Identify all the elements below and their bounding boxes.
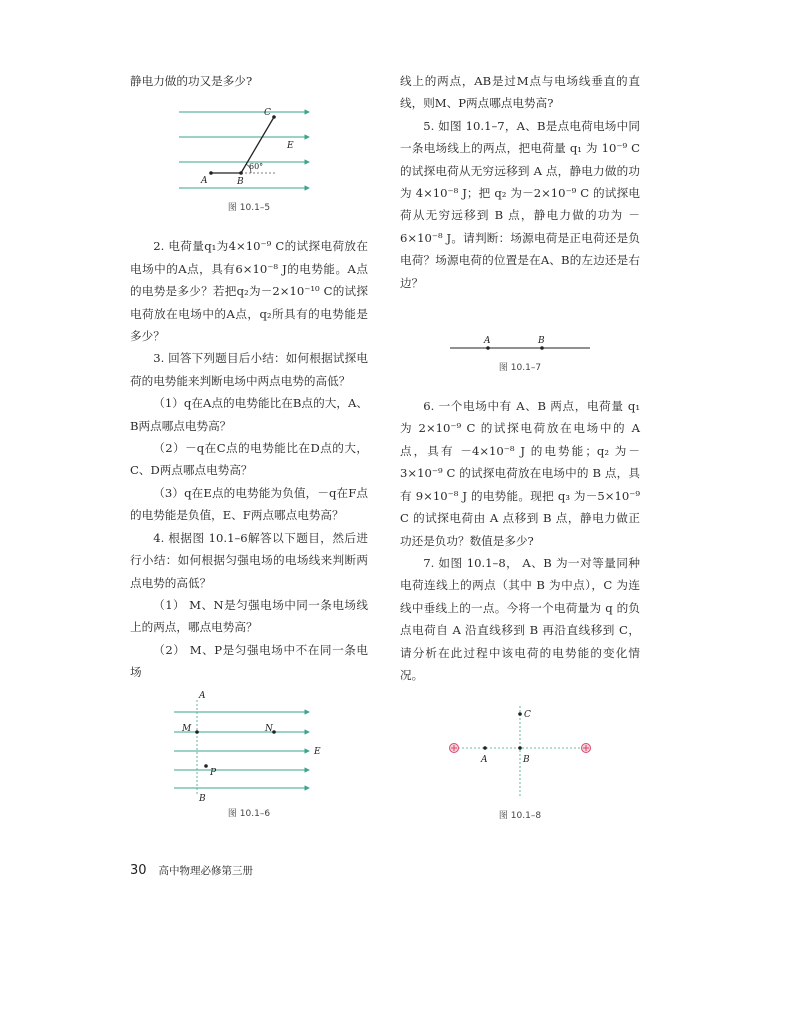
question-4-part-2-continued: 线上的两点，AB是过M点与电场线垂直的直线，则M、P两点哪点电势高? [400, 74, 640, 111]
label-a: A [481, 755, 488, 766]
question-4: 4. 根据图 10.1–6解答以下题目，然后进行小结：如何根据匀强电场的电场线来判断两点电势的高低？ [130, 530, 368, 590]
question-6: 6. 一个电场中有 A、B 两点，电荷量 q₁ 为 2×10⁻⁹ C 的试探电荷放在电场中的 A 点，具有 －4×10⁻⁸ J 的电势能；q₂ 为－3×10⁻⁹ C 的试探电荷放在电场中的 B 点，具有 9×10⁻⁸ J 的电势能。现把 q₃ 为－5×10⁻⁹ C 的试探电荷由 A 点移到 B 点，静电力做正功还是负功？数值是多少? [400, 399, 640, 548]
label-b: B [538, 336, 545, 347]
label-angle: 60° [249, 162, 264, 172]
figure-10-1-6-diagram [174, 690, 324, 804]
question-1-continued: 静电力做的功又是多少? [130, 74, 253, 88]
page-footer [130, 863, 253, 878]
question-3-part-3: （3）q在E点的电势能为负值，－q在F点的电势能是负值，E、F两点哪点电势高？ [130, 485, 368, 523]
point-b [518, 747, 522, 751]
figure-10-1-8 [447, 704, 593, 821]
label-b: B [523, 755, 530, 766]
positive-charge-left [450, 744, 459, 753]
figure-10-1-8-diagram [447, 704, 593, 804]
label-c: C [524, 710, 531, 721]
label-e: E [287, 141, 294, 152]
label-p: P [210, 767, 217, 778]
label-c: C [264, 108, 271, 119]
label-n: N [265, 723, 273, 734]
point-a [486, 346, 490, 350]
question-3: 3. 回答下列题目后小结：如何根据试探电荷的电势能来判断电场中两点电势的高低？ [130, 351, 368, 388]
point-b [239, 172, 243, 176]
question-2: 2. 电荷量q₁为4×10⁻⁹ C的试探电荷放在电场中的A点，具有6×10⁻⁸ J的电势能。A点的电势是多少？若把q₂为－2×10⁻¹⁰ C的试探电荷放在电场中的A点，q₂所具有的电势能是多少？ [130, 239, 368, 344]
question-5: 5. 如图 10.1–7，A、B是点电荷电场中同一条电场线上的两点，把电荷量 q₁ 为 10⁻⁹ C 的试探电荷从无穷远移到 A 点，静电力做的功为 4×10⁻⁸ J；把 q₂ 为－2×10⁻⁹ C 的试探电荷从无穷远移到 B 点，静电力做的功为 －6×10⁻⁸ J。请判断：场源电荷是正电荷还是负电荷？场源电荷的位置是在A、B的左边还是右边？ [400, 118, 640, 290]
label-a: A [199, 690, 206, 701]
figure-10-1-5 [179, 106, 319, 213]
figure-10-1-7 [450, 334, 590, 373]
question-3-part-2: （2）－q在C点的电势能比在D点的大，C、D两点哪点电势高？ [130, 441, 368, 478]
label-a: A [201, 176, 208, 187]
figure-10-1-6 [174, 690, 324, 819]
field-lines [174, 712, 309, 788]
figure-10-1-8-caption: 图 10.1–8 [498, 811, 542, 822]
question-7: 7. 如图 10.1–8， A、B 为一对等量同种电荷连线上的两点（其中 B 为中点），C 为连线中垂线上的一点。今将一个电荷量为 q 的负点电荷自 A 沿直线移到 B 再沿直线移到 C，请分析在此过程中该电荷的电势能的变化情况。 [400, 555, 640, 682]
figure-10-1-7-caption: 图 10.1–7 [498, 363, 542, 374]
question-4-part-1: （1） M、N是匀强电场中同一条电场线上的两点，哪点电势高？ [130, 597, 368, 635]
positive-charge-right [582, 744, 591, 753]
point-c [518, 713, 522, 717]
point-a [209, 172, 213, 176]
page-number: 30 [130, 863, 147, 878]
label-e: E [314, 746, 321, 757]
figure-10-1-7-diagram [450, 334, 590, 356]
figure-10-1-5-caption: 图 10.1–5 [227, 203, 271, 214]
label-b: B [237, 177, 244, 188]
question-3-part-1: （1）q在A点的电势能比在B点的大，A、B两点哪点电势高？ [130, 396, 368, 433]
figure-10-1-5-diagram [179, 106, 319, 196]
question-4-part-2: （2） M、P是匀强电场中不在同一条电场 [130, 642, 368, 680]
figure-10-1-6-caption: 图 10.1–6 [227, 808, 271, 819]
point-c [272, 116, 276, 120]
label-a: A [484, 336, 491, 347]
label-b: B [199, 793, 206, 804]
point-p [204, 764, 208, 768]
point-m [195, 730, 199, 734]
right-column [400, 70, 640, 821]
book-title: 高中物理必修第三册 [158, 865, 254, 877]
left-column [130, 70, 368, 819]
point-b [540, 346, 544, 350]
label-m: M [182, 723, 192, 734]
point-a [483, 747, 487, 751]
